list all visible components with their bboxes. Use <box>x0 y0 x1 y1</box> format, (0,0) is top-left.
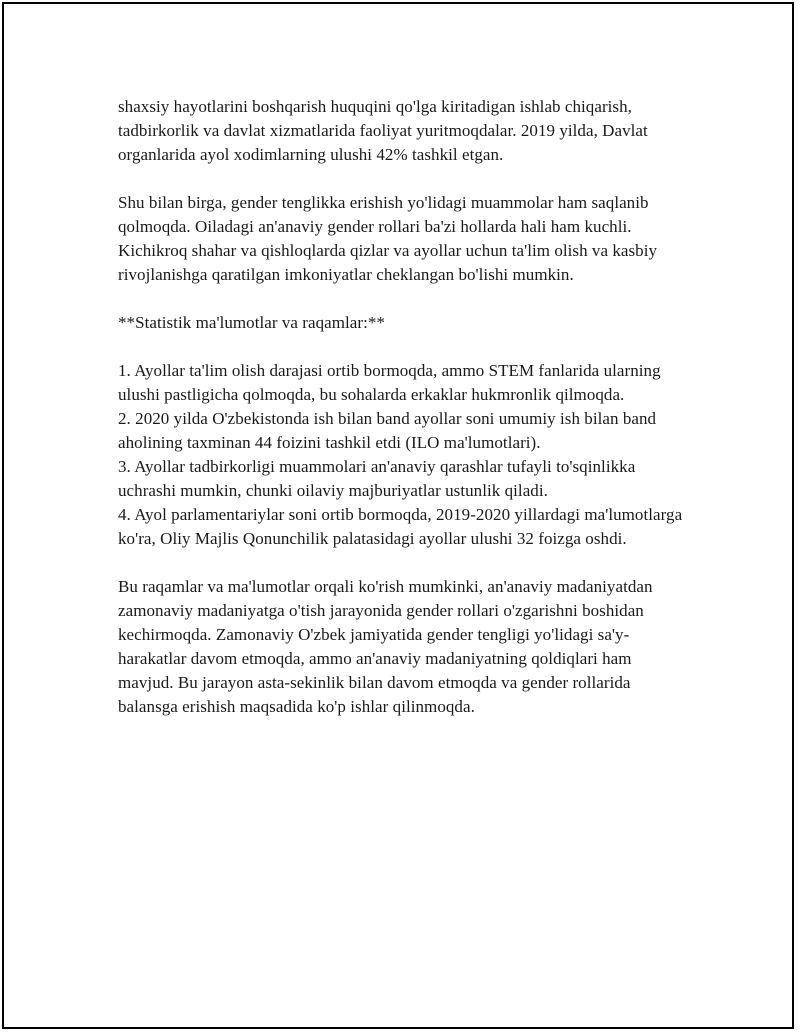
paragraph-challenges: Shu bilan birga, gender tenglikka erishish yo'lidagi muammolar ham saqlanib qolmoqda. Oiladagi an'anaviy gender rollari ba'zi hollarda hali ham kuchli. Kichikroq shahar va qishloqlarda qizlar va ayollar uchun ta'lim olish va kasbiy rivojlanishga qaratilgan imkoniyatlar cheklangan bo'lishi mumkin. <box>118 193 658 284</box>
statistics-list <box>118 359 688 551</box>
list-item: 4. Ayol parlamentariylar soni ortib bormoqda, 2019-2020 yillardagi ma'lumotlarga ko'ra, Oliy Majlis Qonunchilik palatasidagi ayollar ulushi 32 foizga oshdi. <box>118 505 683 548</box>
paragraph-conclusion: Bu raqamlar va ma'lumotlar orqali ko'rish mumkinki, an'anaviy madaniyatdan zamonaviy madaniyatga o'tish jarayonida gender rollari o'zgarishni boshidan kechirmoqda. Zamonaviy O'zbek jamiyatida gender tengligi yo'lidagi sa'y-harakatlar davom etmoqda, ammo an'anaviy madaniyatning qoldiqlari ham mavjud. Bu jarayon asta-sekinlik bilan davom etmoqda va gender rollarida balansga erishish maqsadida ko'p ishlar qilinmoqda. <box>118 577 653 716</box>
document-body <box>118 95 688 743</box>
paragraph-intro: shaxsiy hayotlarini boshqarish huquqini qo'lga kiritadigan ishlab chiqarish, tadbirkorlik va davlat xizmatlarida faoliyat yuritmoqdalar. 2019 yilda, Davlat organlarida ayol xodimlarning ulushi 42% tashkil etgan. <box>118 97 648 164</box>
list-item: 2. 2020 yilda O'zbekistonda ish bilan band ayollar soni umumiy ish bilan band aholining taxminan 44 foizini tashkil etdi (ILO ma'lumotlari). <box>118 409 657 452</box>
section-heading: **Statistik ma'lumotlar va raqamlar:** <box>118 313 385 332</box>
list-item: 1. Ayollar ta'lim olish darajasi ortib bormoqda, ammo STEM fanlarida ularning ulushi pastligicha qolmoqda, bu sohalarda erkaklar hukmronlik qilmoqda. <box>118 361 661 404</box>
list-item: 3. Ayollar tadbirkorligi muammolari an'anaviy qarashlar tufayli to'sqinlikka uchrashi mumkin, chunki oilaviy majburiyatlar ustunlik qiladi. <box>118 457 636 500</box>
